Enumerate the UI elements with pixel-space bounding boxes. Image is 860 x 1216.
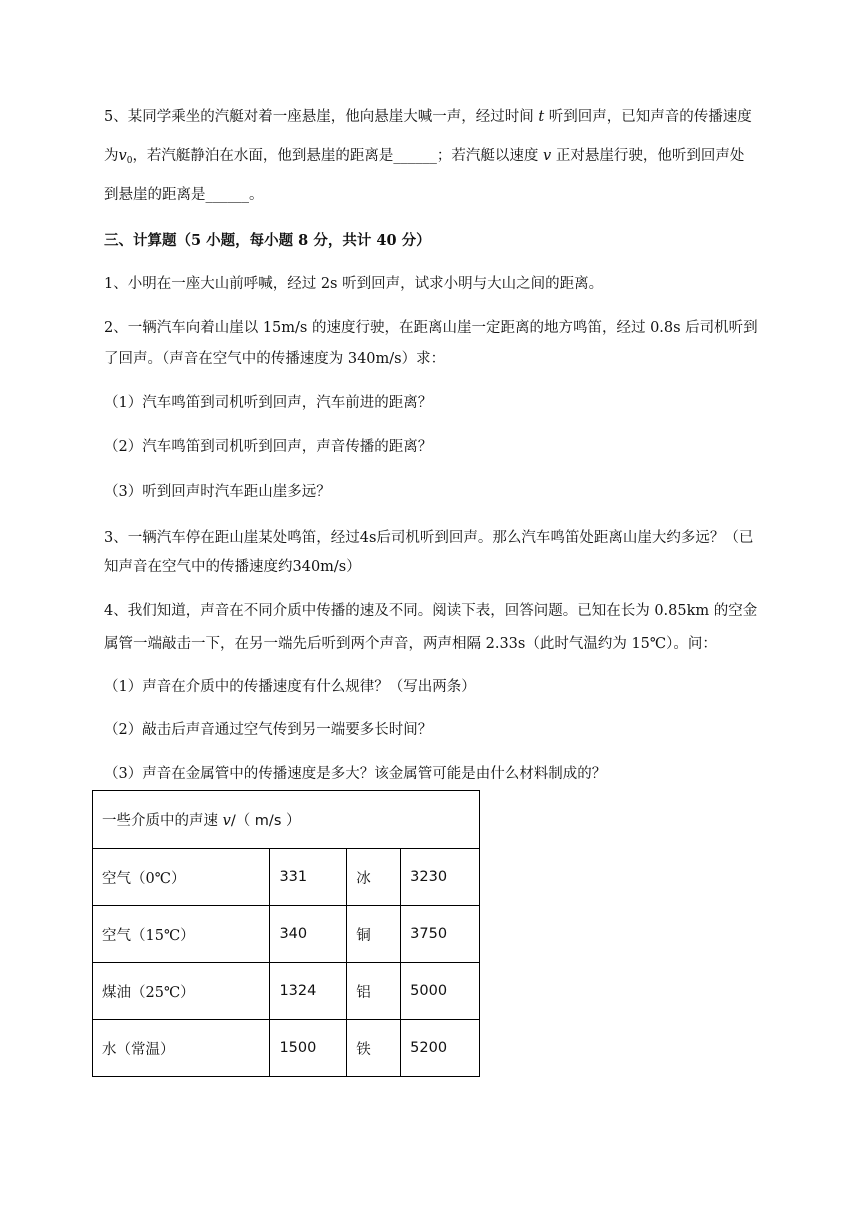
calc-2-sub-1: （1）汽车鸣笛到司机听到回声，汽车前进的距离？ <box>104 395 433 411</box>
calc-2-line-1: 2、一辆汽车向着山崖以 15m/s 的速度行驶，在距离山崖一定距离的地方鸣笛，经过 0.8s 后司机听到 <box>104 320 758 336</box>
medium-cell: 铜 <box>347 906 401 963</box>
calc-4-sub-2: （2）敲击后声音通过空气传到另一端要多长时间？ <box>104 722 433 738</box>
calc-1: 1、小明在一座大山前呼喊，经过 2s 听到回声，试求小明与大山之间的距离。 <box>104 276 604 292</box>
calc-4-line-1: 4、我们知道，声音在不同介质中传播的速及不同。阅读下表，回答问题。已知在长为 0.85km 的空金 <box>104 603 758 619</box>
calc-2-sub-3: （3）听到回声时汽车距山崖多远？ <box>104 484 331 500</box>
q5-line-3: 到悬崖的距离是______。 <box>104 187 264 203</box>
section-heading: 三、计算题（5 小题，每小题 8 分，共计 40 分） <box>104 232 431 249</box>
calc-2-sub-2: （2）汽车鸣笛到司机听到回声，声音传播的距离？ <box>104 439 433 455</box>
speed-cell: 340 <box>270 906 347 963</box>
medium-cell: 空气（0℃） <box>93 849 270 906</box>
q5-var-v0: v <box>118 148 127 164</box>
table-caption-row <box>93 791 480 849</box>
medium-cell: 水（常温） <box>93 1020 270 1077</box>
table-row <box>93 906 480 963</box>
speed-cell: 5000 <box>401 963 480 1020</box>
speed-cell: 3230 <box>401 849 480 906</box>
table-caption: 一些介质中的声速 v/（ m/s ） <box>93 791 480 849</box>
table-row <box>93 849 480 906</box>
medium-cell: 煤油（25℃） <box>93 963 270 1020</box>
speed-cell: 1324 <box>270 963 347 1020</box>
speed-cell: 3750 <box>401 906 480 963</box>
calc-4-line-2: 属管一端敲击一下，在另一端先后听到两个声音，两声相隔 2.33s（此时气温约为 15℃）。问： <box>104 636 717 652</box>
medium-cell: 空气（15℃） <box>93 906 270 963</box>
q5-line-1: 5、某同学乘坐的汽艇对着一座悬崖，他向悬崖大喊一声，经过时间 t 听到回声，已知声音的传播速度 <box>104 109 752 125</box>
q5-var-v: v <box>543 148 552 164</box>
medium-cell: 铝 <box>347 963 401 1020</box>
sound-speed-table <box>92 790 480 1077</box>
table-row <box>93 1020 480 1077</box>
table-row <box>93 963 480 1020</box>
medium-cell: 冰 <box>347 849 401 906</box>
calc-2-line-2: 了回声。（声音在空气中的传播速度为 340m/s）求： <box>104 351 446 367</box>
medium-cell: 铁 <box>347 1020 401 1077</box>
calc-4-sub-3: （3）声音在金属管中的传播速度是多大？该金属管可能是由什么材料制成的？ <box>104 766 607 782</box>
calc-3-line-1: 3、一辆汽车停在距山崖某处鸣笛，经过4s后司机听到回声。那么汽车鸣笛处距离山崖大约多远？（已 <box>104 530 754 546</box>
calc-3-line-2: 知声音在空气中的传播速度约340m/s） <box>104 559 361 575</box>
speed-cell: 331 <box>270 849 347 906</box>
q5-var-t: t <box>538 109 545 125</box>
q5-line-2: 为$v_0$，若汽艇静泊在水面，他到悬崖的距离是______；若汽艇以速度 v 正对悬崖行驶，他听到回声处 <box>104 148 745 166</box>
calc-4-sub-1: （1）声音在介质中的传播速度有什么规律？（写出两条） <box>104 679 476 695</box>
speed-cell: 5200 <box>401 1020 480 1077</box>
speed-cell: 1500 <box>270 1020 347 1077</box>
